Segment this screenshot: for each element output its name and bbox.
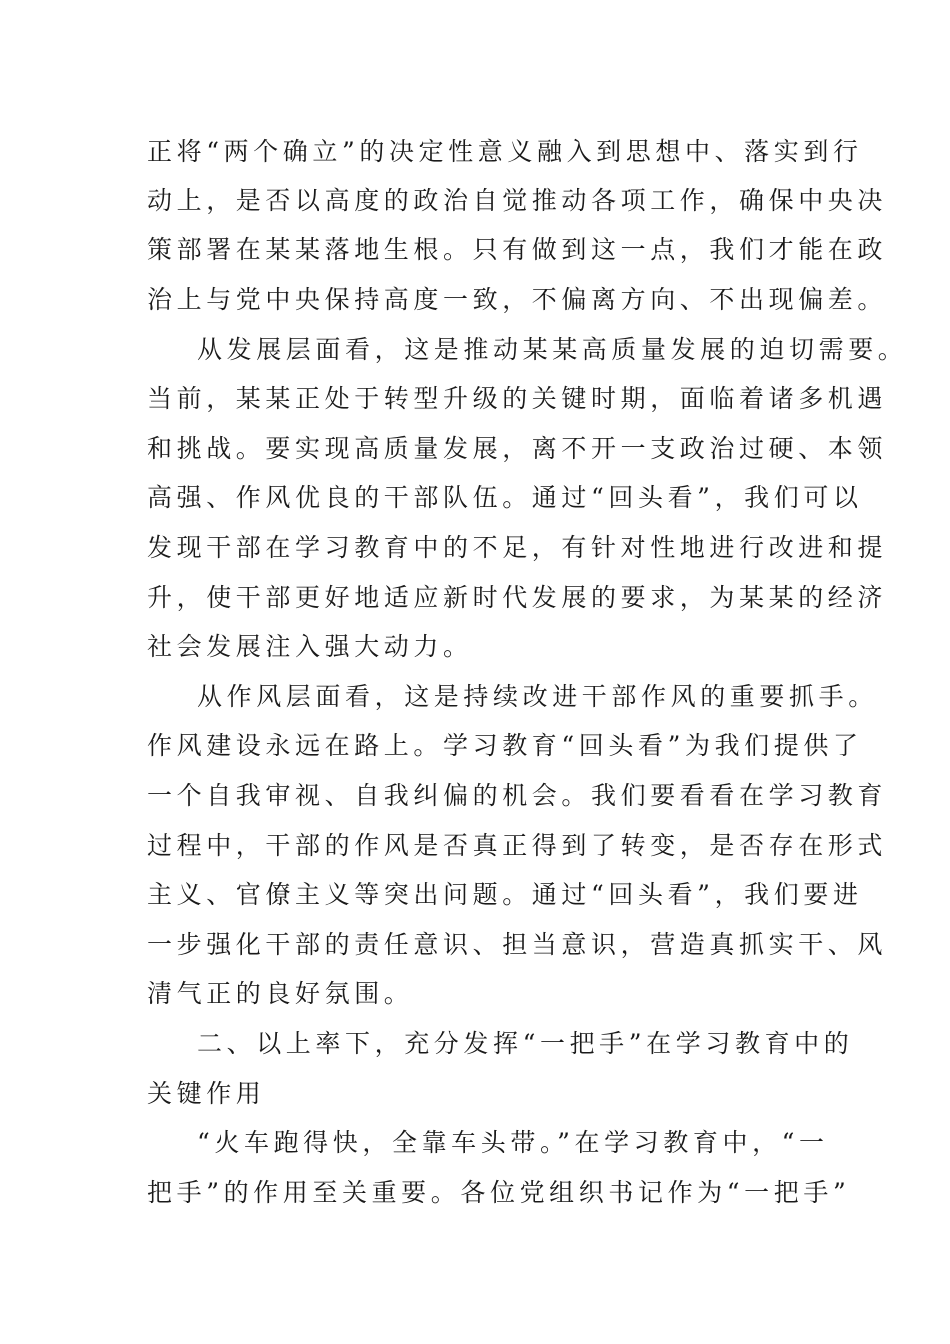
section-heading-line: 关键作用 — [147, 1079, 266, 1108]
text-line: 发现干部在学习教育中的不足，有针对性地进行改进和提 — [147, 533, 888, 562]
text-line: 主义、官僚主义等突出问题。通过“回头看”，我们要进 — [147, 880, 863, 909]
text-line: 过程中，干部的作风是否真正得到了转变，是否存在形式 — [147, 831, 888, 860]
text-line: 一步强化干部的责任意识、担当意识，营造真抓实干、风 — [147, 930, 888, 959]
text-line: 正将“两个确立”的决定性意义融入到思想中、落实到行 — [147, 137, 863, 166]
paragraph-start-line: 从发展层面看，这是推动某某高质量发展的迫切需要。 — [197, 335, 908, 364]
text-line: 把手”的作用至关重要。各位党组织书记作为“一把手” — [147, 1178, 851, 1207]
text-line: 社会发展注入强大动力。 — [147, 632, 473, 661]
text-line: 动上，是否以高度的政治自觉推动各项工作，确保中央决 — [147, 186, 888, 215]
text-line: 清气正的良好氛围。 — [147, 979, 414, 1008]
paragraph-start-line: “火车跑得快，全靠车头带。”在学习教育中，“一 — [197, 1128, 829, 1157]
section-heading-line: 二、以上率下，充分发挥“一把手”在学习教育中的 — [197, 1029, 854, 1058]
text-line: 治上与党中央保持高度一致，不偏离方向、不出现偏差。 — [147, 285, 888, 314]
text-line: 和挑战。要实现高质量发展，离不开一支政治过硬、本领 — [147, 434, 888, 463]
text-line: 策部署在某某落地生根。只有做到这一点，我们才能在政 — [147, 235, 888, 264]
text-line: 作风建设永远在路上。学习教育“回头看”为我们提供了 — [147, 731, 863, 760]
text-line: 当前，某某正处于转型升级的关键时期，面临着诸多机遇 — [147, 384, 888, 413]
text-line: 高强、作风优良的干部队伍。通过“回头看”，我们可以 — [147, 483, 863, 512]
text-line: 一个自我审视、自我纠偏的机会。我们要看看在学习教育 — [147, 781, 888, 810]
paragraph-start-line: 从作风层面看，这是持续改进干部作风的重要抓手。 — [197, 682, 878, 711]
text-line: 升，使干部更好地适应新时代发展的要求，为某某的经济 — [147, 583, 888, 612]
